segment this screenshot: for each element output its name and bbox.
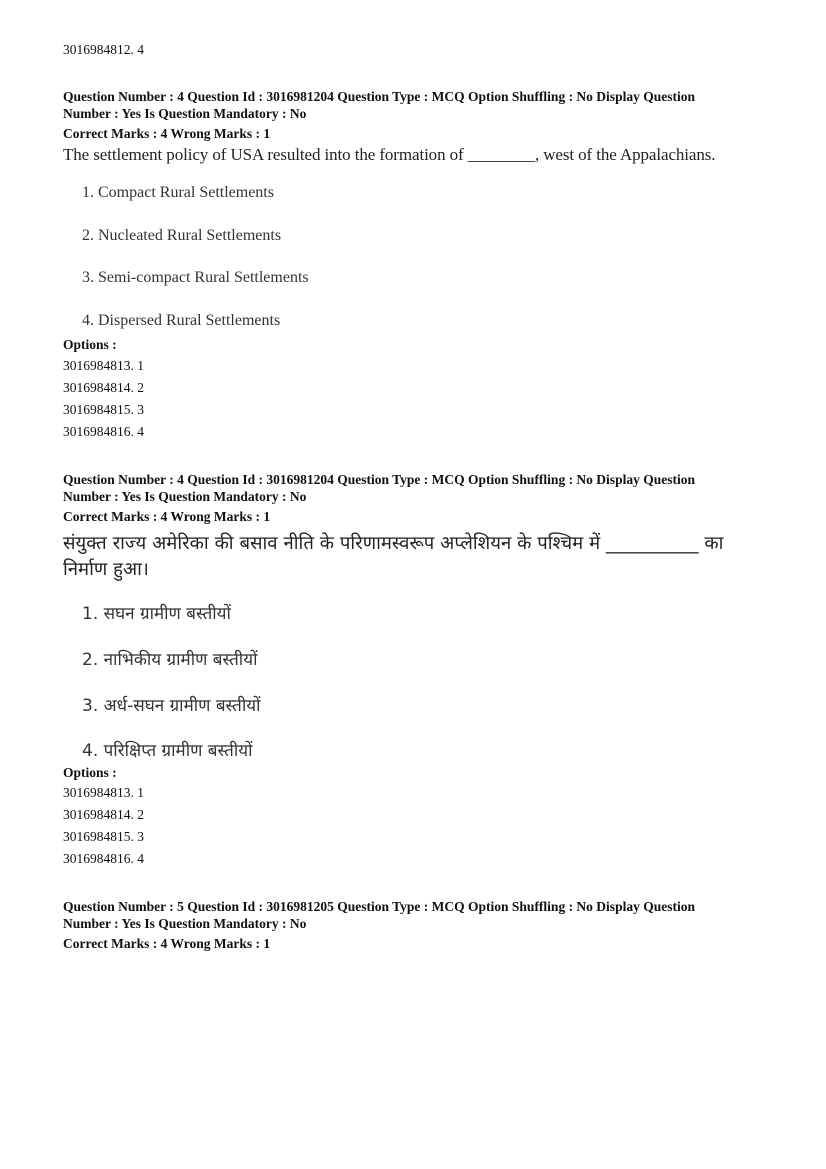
option-id: 3016984815. 3 (63, 829, 144, 844)
answer-choice: 3. अर्ध-सघन ग्रामीण बस्तीयों (82, 696, 261, 716)
option-id: 3016984814. 2 (63, 380, 144, 395)
question-meta-line2: Number : Yes Is Question Mandatory : No (63, 489, 307, 504)
option-id: 3016984813. 1 (63, 785, 144, 800)
answer-choice: 4. Dispersed Rural Settlements (82, 312, 281, 329)
previous-option-id: 3016984812. 4 (63, 42, 144, 57)
question-marks: Correct Marks : 4 Wrong Marks : 1 (63, 509, 271, 524)
option-id: 3016984816. 4 (63, 424, 144, 439)
question-meta-line1: Question Number : 5 Question Id : 3016981205 Question Type : MCQ Option Shuffling : No Display Question (63, 899, 695, 914)
option-id: 3016984816. 4 (63, 851, 144, 866)
question-text: संयुक्त राज्य अमेरिका की बसाव नीति के परिणामस्वरूप अप्लेशियन के पश्चिम में __________ का निर्माण हुआ। (63, 533, 724, 580)
answer-choice: 2. नाभिकीय ग्रामीण बस्तीयों (82, 650, 258, 670)
answer-choice: 1. सघन ग्रामीण बस्तीयों (82, 604, 231, 624)
answer-choice: 1. Compact Rural Settlements (82, 184, 274, 201)
answer-choice: 4. परिक्षिप्त ग्रामीण बस्तीयों (82, 741, 253, 761)
question-marks: Correct Marks : 4 Wrong Marks : 1 (63, 126, 271, 141)
options-label: Options : (63, 765, 117, 780)
option-id: 3016984814. 2 (63, 807, 144, 822)
question-meta-line2: Number : Yes Is Question Mandatory : No (63, 106, 307, 121)
answer-choice: 2. Nucleated Rural Settlements (82, 227, 282, 244)
question-meta-line2: Number : Yes Is Question Mandatory : No (63, 916, 307, 931)
question-meta-line1: Question Number : 4 Question Id : 3016981204 Question Type : MCQ Option Shuffling : No Display Question (63, 89, 695, 104)
options-label: Options : (63, 337, 117, 352)
question-text: The settlement policy of USA resulted into the formation of ________, west of the Appalachians. (63, 145, 716, 164)
question-marks: Correct Marks : 4 Wrong Marks : 1 (63, 936, 271, 951)
option-id: 3016984813. 1 (63, 358, 144, 373)
answer-choice: 3. Semi-compact Rural Settlements (82, 269, 309, 286)
question-meta-line1: Question Number : 4 Question Id : 3016981204 Question Type : MCQ Option Shuffling : No Display Question (63, 472, 695, 487)
option-id: 3016984815. 3 (63, 402, 144, 417)
